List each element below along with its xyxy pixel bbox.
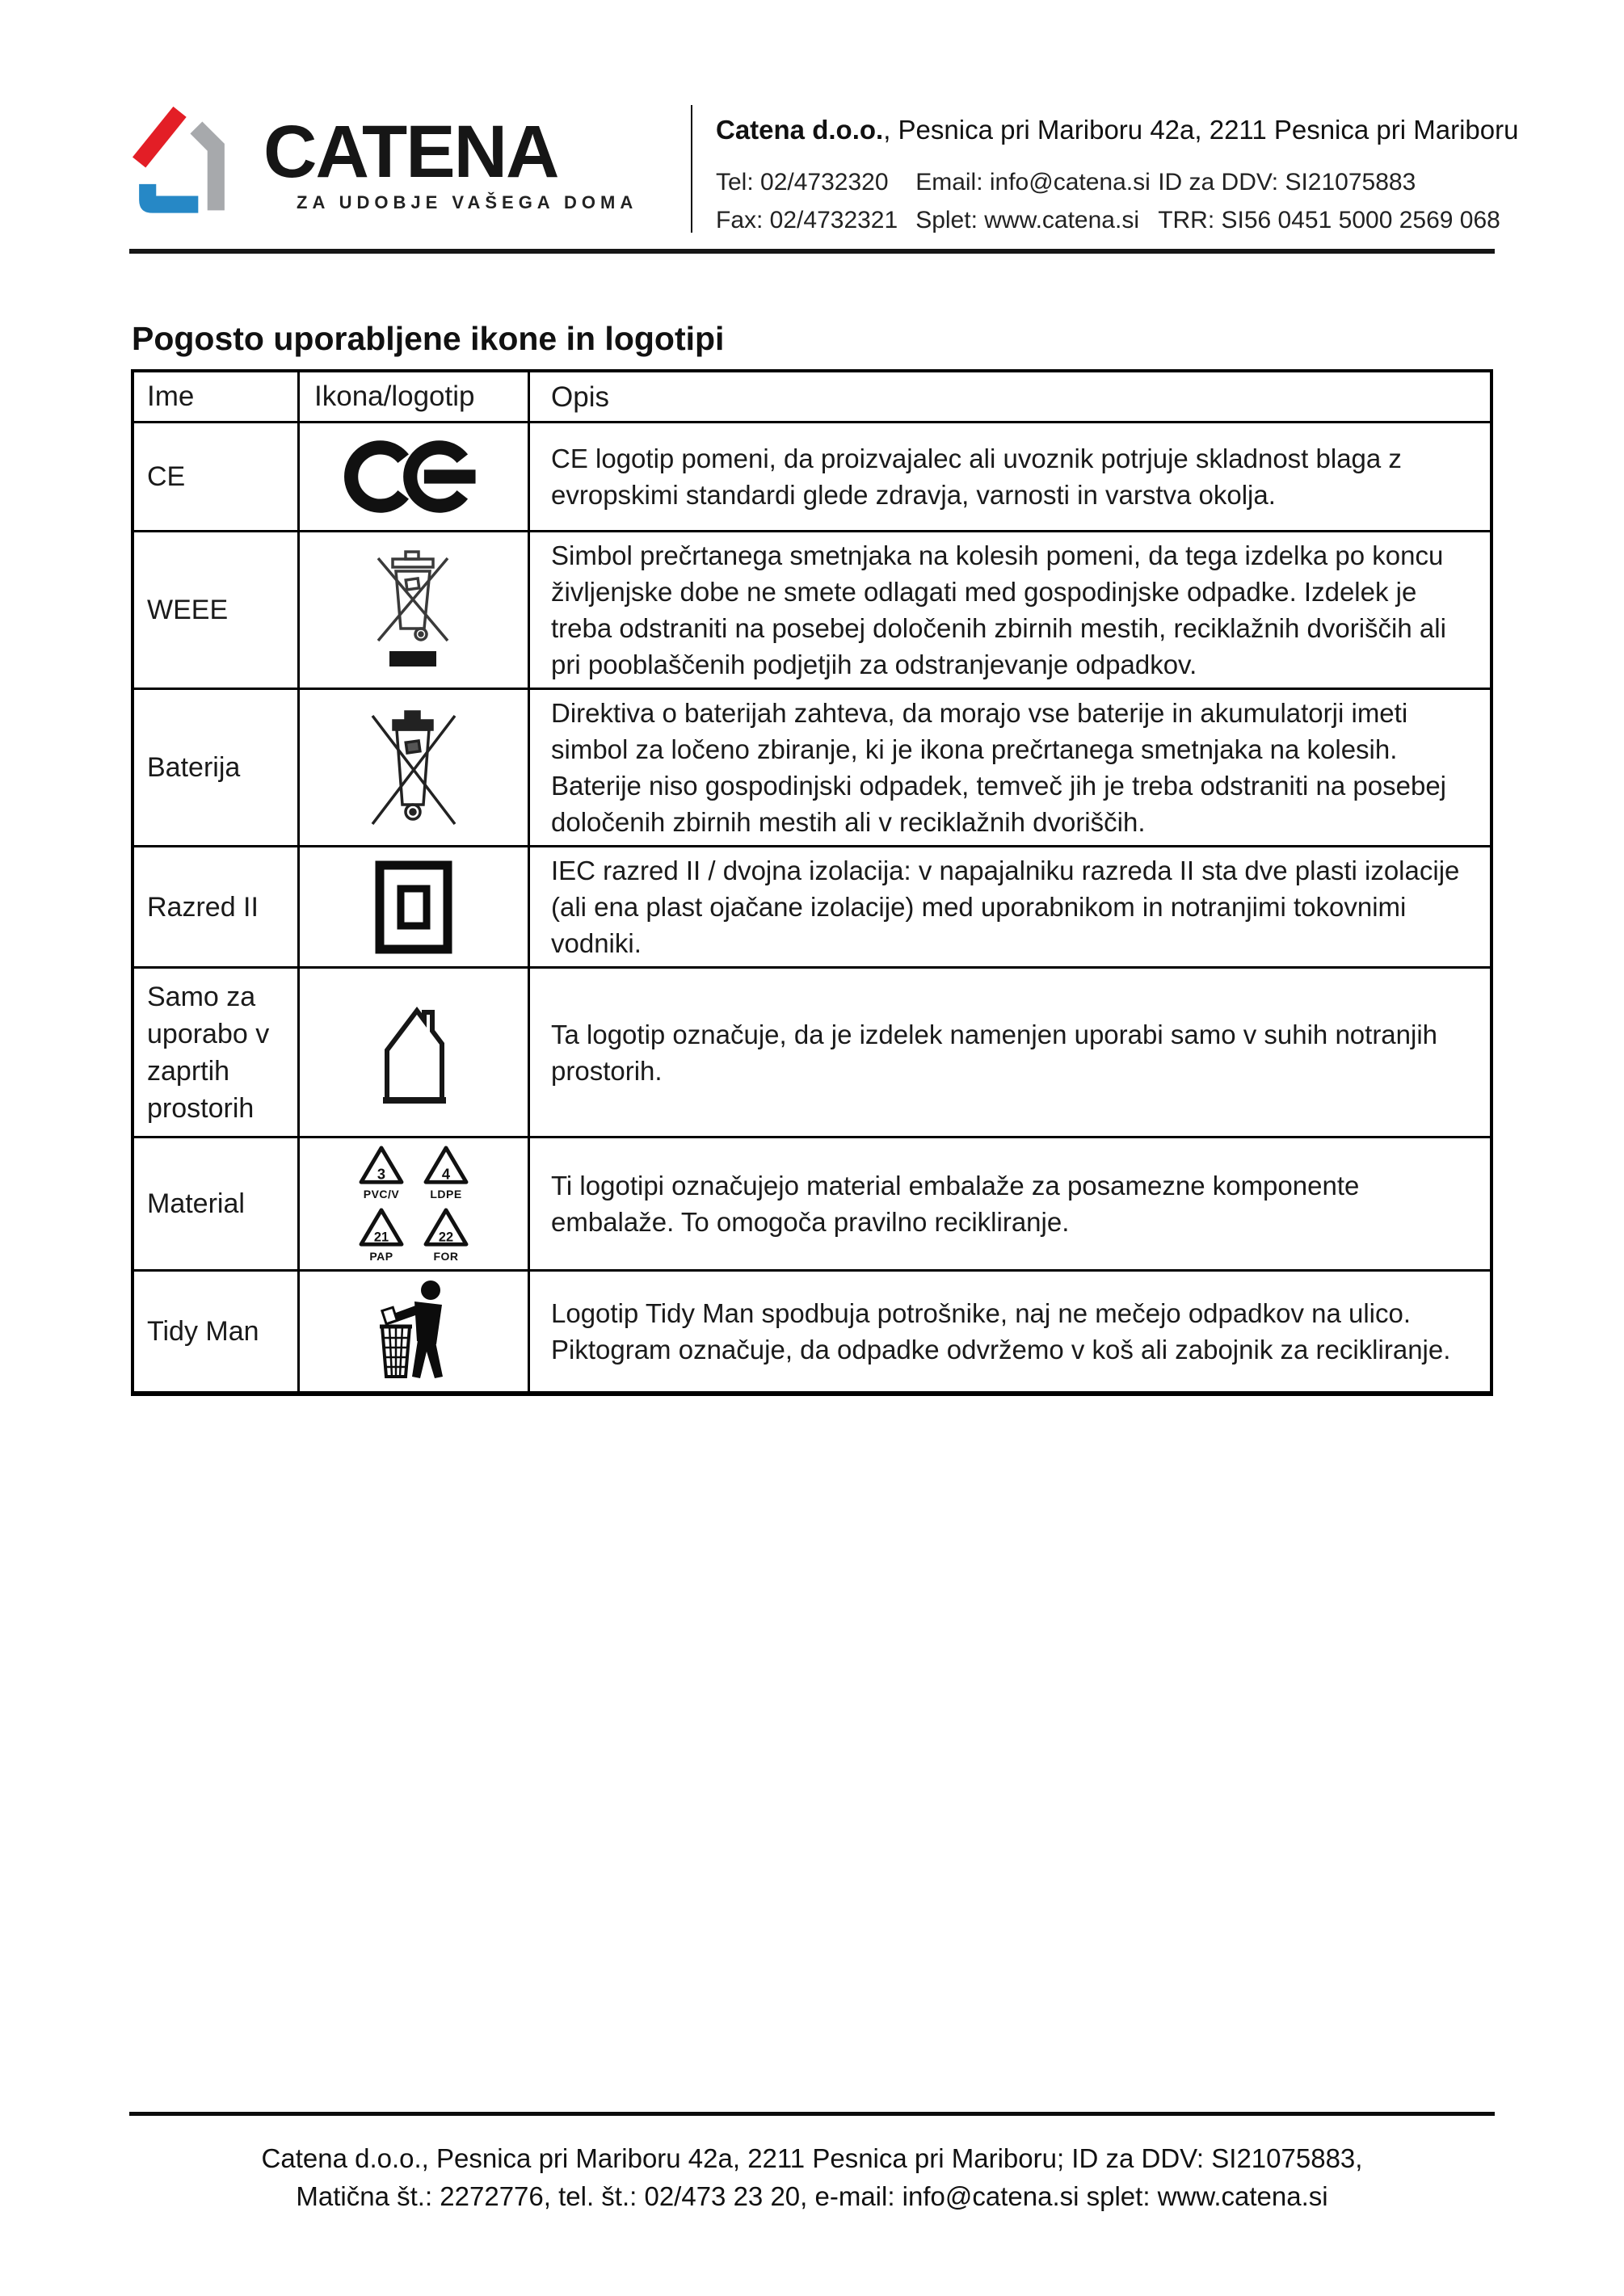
recycling-code-label: FOR — [433, 1250, 459, 1263]
contact-email: Email: info@catena.si — [915, 169, 1151, 196]
icons-table — [131, 369, 1493, 1396]
recycling-code-for — [423, 1207, 469, 1263]
brand-wordmark: CATENA — [263, 111, 558, 193]
row-name: CE — [133, 423, 299, 532]
tidy-man-icon — [368, 1280, 461, 1383]
contact-web: Splet: www.catena.si — [915, 207, 1139, 233]
recycling-triangle-icon — [358, 1145, 405, 1187]
row-name: Baterija — [133, 689, 299, 847]
indoor-use-only-house-icon — [371, 1000, 456, 1105]
footer-rule — [129, 2112, 1495, 2116]
row-name: WEEE — [133, 532, 299, 689]
header-divider — [691, 105, 692, 233]
row-description: Logotip Tidy Man spodbuja potrošnike, naj ne mečejo odpadkov na ulico. Piktogram označuje, da odpadke odvržemo v koš ali zabojnik za recikliranje. — [529, 1271, 1492, 1394]
recycling-triangle-icon — [423, 1207, 469, 1249]
table-header-row — [133, 371, 1491, 423]
company-address-line — [716, 115, 1518, 145]
catena-house-logo-icon — [133, 97, 231, 225]
row-description: Ta logotip označuje, da je izdelek namenjen uporabi samo v suhih notranjih prostorih. — [529, 968, 1492, 1137]
contact-fax: Fax: 02/4732321 — [716, 207, 898, 233]
recycling-code-label: LDPE — [430, 1188, 462, 1201]
table-row-tidy-man — [133, 1271, 1491, 1394]
recycling-triangle-icon — [423, 1145, 469, 1187]
brand-tagline: ZA UDOBJE VAŠEGA DOMA — [297, 192, 638, 212]
footer-line-2: Matična št.: 2272776, tel. št.: 02/473 23 20, e-mail: info@catena.si splet: www.catena.si — [296, 2181, 1328, 2211]
company-address: , Pesnica pri Mariboru 42a, 2211 Pesnica pri Mariboru — [883, 115, 1519, 145]
svg-text:22: 22 — [438, 1230, 454, 1245]
row-name: Razred II — [133, 847, 299, 968]
footer-line-1: Catena d.o.o., Pesnica pri Mariboru 42a, 2211 Pesnica pri Mariboru; ID za DDV: SI21075883, — [261, 2143, 1363, 2173]
packaging-material-recycling-icons — [358, 1145, 469, 1263]
recycling-code-pvc — [358, 1145, 405, 1201]
contact-vat: ID za DDV: SI21075883 — [1158, 169, 1416, 196]
column-header-opis: Opis — [529, 371, 1492, 423]
row-name: Material — [133, 1137, 299, 1271]
table-row-razred-ii — [133, 847, 1491, 968]
header-rule — [129, 249, 1495, 254]
contact-ids-column — [1142, 163, 1500, 236]
contact-tel: Tel: 02/4732320 — [716, 169, 889, 196]
table-row-weee — [133, 532, 1491, 689]
class-ii-double-insulation-icon — [375, 860, 452, 954]
table-row-baterija — [133, 689, 1491, 847]
page-title: Pogosto uporabljene ikone in logotipi — [132, 320, 725, 357]
table-row-material — [133, 1137, 1491, 1271]
contact-trr: TRR: SI56 0451 5000 2569 068 — [1158, 207, 1500, 233]
recycling-code-ldpe — [423, 1145, 469, 1201]
weee-crossed-out-wheeled-bin-icon — [376, 549, 452, 671]
recycling-triangle-icon — [358, 1207, 405, 1249]
row-description: Direktiva o baterijah zahteva, da morajo vse baterije in akumulatorji imeti simbol za ločeno zbiranje, ki je ikona prečrtanega smetnjaka na kolesih. Baterije niso gospodinjski odpadek, temveč jih je treba odstraniti na posebej določenih zbirnih mestih ali v reciklažnih dvoriščih. — [529, 689, 1492, 847]
row-description: Simbol prečrtanega smetnjaka na kolesih pomeni, da tega izdelka po koncu življenjske dobe ne smete odlagati med gospodinjske odpadke. Izdelek je treba odstraniti na posebej določenih zbirnih mestih, reciklažnih dvoriščih ali pri pooblaščenih podjetjih za odstranjevanje odpadkov. — [529, 532, 1492, 689]
table-row-indoor-use — [133, 968, 1491, 1137]
recycling-code-label: PAP — [369, 1250, 393, 1263]
row-description: Ti logotipi označujejo material embalaže za posamezne komponente embalaže. To omogoča pravilno recikliranje. — [529, 1137, 1492, 1271]
company-name: Catena d.o.o. — [716, 115, 884, 145]
row-description: CE logotip pomeni, da proizvajalec ali uvoznik potrjuje skladnost blaga z evropskimi standardi glede zdravja, varnosti in varstva okolja. — [529, 423, 1492, 532]
contact-phone-column — [716, 163, 898, 236]
ce-mark-icon — [344, 435, 483, 519]
contact-block — [716, 163, 1500, 236]
svg-text:4: 4 — [441, 1165, 451, 1183]
recycling-code-label: PVC/V — [363, 1188, 400, 1201]
svg-text:21: 21 — [373, 1230, 389, 1245]
column-header-ikona: Ikona/logotip — [299, 371, 529, 423]
svg-text:3: 3 — [377, 1165, 386, 1183]
row-name: Tidy Man — [133, 1271, 299, 1394]
battery-crossed-out-wheeled-bin-icon — [369, 706, 458, 829]
recycling-code-pap — [358, 1207, 405, 1263]
table-row-ce — [133, 423, 1491, 532]
column-header-ime: Ime — [133, 371, 299, 423]
contact-email-column — [898, 163, 1151, 236]
row-description: IEC razred II / dvojna izolacija: v napajalniku razreda II sta dve plasti izolacije (ali ena plast ojačane izolacije) med uporabnikom in notranjimi tokovnimi vodniki. — [529, 847, 1492, 968]
row-name: Samo za uporabo v zaprtih prostorih — [133, 968, 299, 1137]
